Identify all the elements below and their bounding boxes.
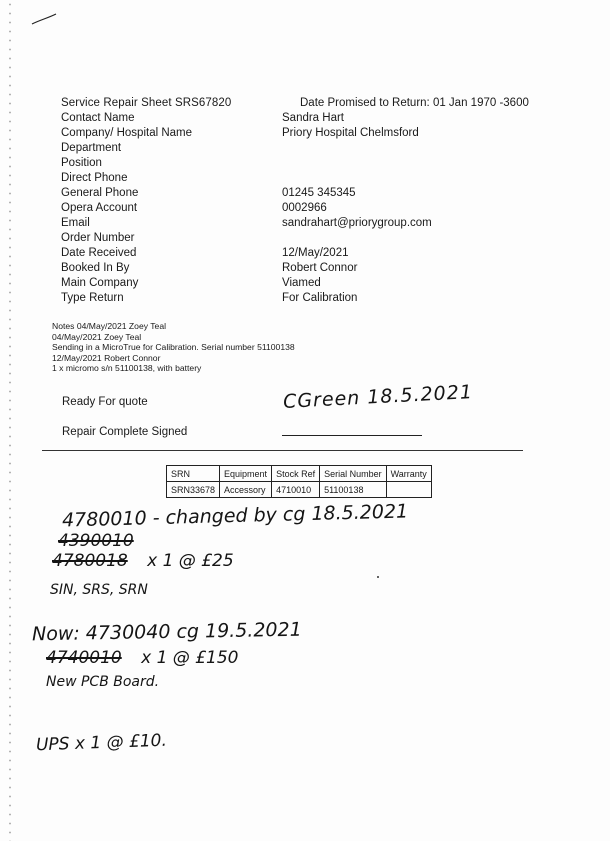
column-header: Equipment: [220, 466, 272, 482]
repair-complete-label: Repair Complete Signed: [62, 426, 188, 438]
table-row: [167, 482, 432, 498]
column-header: SRN: [167, 466, 220, 482]
field-value-contact-name: Sandra Hart: [282, 112, 345, 124]
handwritten-line-8: UPS x 1 @ £10.: [35, 730, 168, 756]
field-value-booked-in-by: Robert Connor: [282, 262, 358, 274]
ready-signature: CGreen 18.5.2021: [282, 381, 474, 413]
speck: [377, 576, 379, 578]
column-header: Serial Number: [320, 466, 387, 482]
field-label-date-received: Date Received: [61, 247, 137, 259]
pen-mark-icon: [30, 8, 60, 28]
field-label-main-company: Main Company: [61, 277, 139, 289]
signature-line: [282, 435, 422, 436]
handwritten-line-6: [46, 648, 238, 668]
field-label-email: Email: [61, 217, 90, 229]
note-line: 04/May/2021 Zoey Teal: [52, 331, 142, 342]
field-label-position: Position: [61, 157, 102, 169]
table-cell: [386, 482, 431, 498]
handwritten-line-5: Now: 4730040 cg 19.5.2021: [31, 618, 302, 646]
notes-block: [52, 321, 295, 374]
handwritten-line-7: New PCB Board.: [46, 674, 160, 690]
handwritten-struck-code: 4740010: [46, 648, 122, 668]
field-label-department: Department: [61, 142, 122, 154]
field-value-date-received: 12/May/2021: [282, 247, 349, 259]
note-line: Notes 04/May/2021 Zoey Teal: [52, 321, 167, 331]
field-label-type-return: Type Return: [61, 292, 124, 304]
handwritten-struck-code: 4780018: [52, 551, 128, 571]
note-line: Sending in a MicroTrue for Calibration. Serial number 51100138: [52, 342, 295, 353]
handwritten-line-1: 4780010 - changed by cg 18.5.2021: [61, 500, 409, 532]
handwritten-line-3: [52, 551, 234, 571]
column-header: Warranty: [386, 466, 431, 482]
handwritten-price: x 1 @ £150: [141, 648, 239, 668]
field-value-opera-account: 0002966: [282, 202, 327, 214]
field-value-email: sandrahart@priorygroup.com: [282, 217, 432, 229]
table-cell: SRN33678: [167, 482, 220, 498]
scan-edge-artifact: [9, 0, 11, 841]
field-value-type-return: For Calibration: [282, 292, 358, 304]
column-header: Stock Ref: [272, 466, 320, 482]
field-label-general-phone: General Phone: [61, 187, 139, 199]
note-line: 1 x micromo s/n 51100138, with battery: [52, 363, 202, 374]
field-label-direct-phone: Direct Phone: [61, 172, 128, 184]
note-line: 12/May/2021 Robert Connor: [52, 352, 161, 363]
field-label-booked-in-by: Booked In By: [61, 262, 130, 274]
ready-for-quote-label: Ready For quote: [62, 396, 148, 408]
table-cell: Accessory: [220, 482, 272, 498]
field-value-company: Priory Hospital Chelmsford: [282, 127, 419, 139]
divider: [42, 450, 523, 451]
date-promised: Date Promised to Return: 01 Jan 1970 -3600: [300, 97, 529, 109]
field-label-company: Company/ Hospital Name: [61, 127, 193, 139]
field-label-order-number: Order Number: [61, 232, 135, 244]
srn-table: [166, 465, 432, 498]
table-header-row: [167, 466, 432, 482]
handwritten-line-2-struck: 4390010: [58, 531, 134, 551]
table-cell: 4710010: [272, 482, 320, 498]
handwritten-price: x 1 @ £25: [147, 551, 234, 571]
field-value-general-phone: 01245 345345: [282, 187, 356, 199]
field-label-contact-name: Contact Name: [61, 112, 135, 124]
field-label-opera-account: Opera Account: [61, 202, 138, 214]
table-cell: 51100138: [320, 482, 387, 498]
handwritten-line-4: SIN, SRS, SRN: [50, 582, 148, 598]
field-value-main-company: Viamed: [282, 277, 321, 289]
sheet-title: Service Repair Sheet SRS67820: [61, 97, 232, 109]
